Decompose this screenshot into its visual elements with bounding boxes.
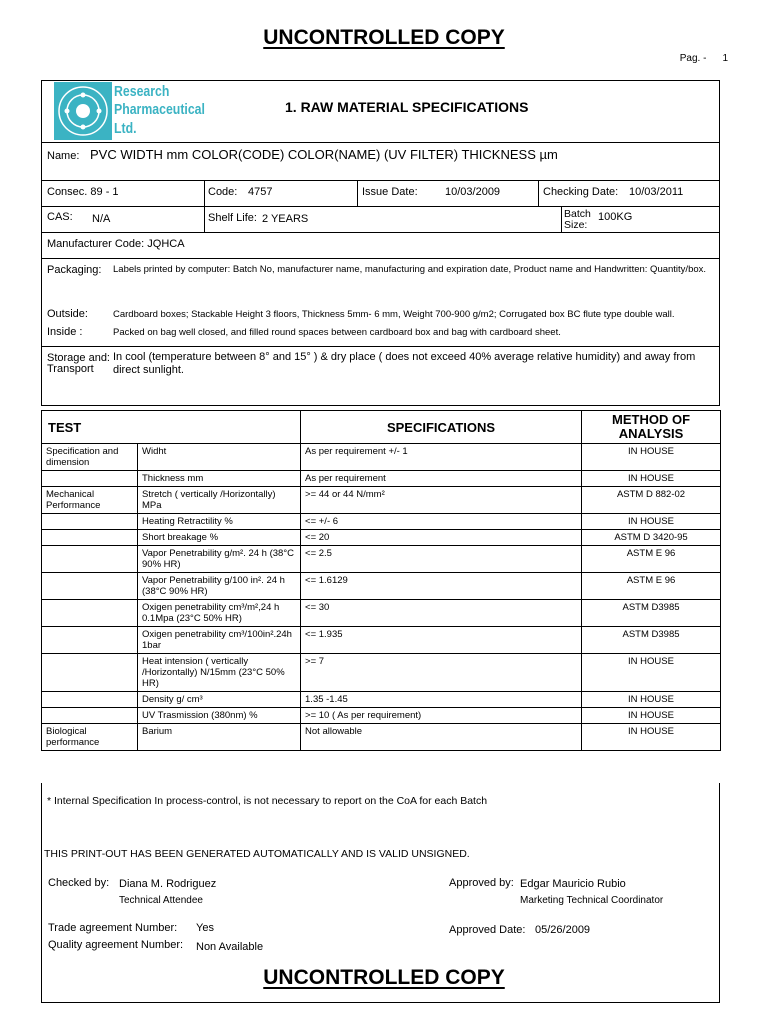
table-row bbox=[42, 654, 721, 692]
test-parameter-cell: Short breakage % bbox=[138, 530, 301, 546]
cas-value: N/A bbox=[92, 213, 111, 225]
specification-cell: >= 10 ( As per requirement) bbox=[301, 708, 582, 724]
specification-cell: <= 1.935 bbox=[301, 627, 582, 654]
checking-date-value: 10/03/2011 bbox=[629, 186, 684, 198]
divider bbox=[41, 180, 720, 181]
method-cell: IN HOUSE bbox=[582, 708, 721, 724]
table-row bbox=[42, 530, 721, 546]
packaging-text: Labels printed by computer: Batch No, manufacturer name, manufacturing and expiration date, Product name and Handwritten: Quantity/box. bbox=[113, 264, 707, 275]
method-cell: IN HOUSE bbox=[582, 654, 721, 692]
specifications-header: SPECIFICATIONS bbox=[301, 411, 582, 444]
approved-date-value: 05/26/2009 bbox=[535, 924, 591, 936]
page-number bbox=[680, 53, 728, 64]
cas-label: CAS: bbox=[47, 211, 73, 223]
packaging-label: Packaging: bbox=[47, 264, 102, 276]
method-cell: ASTM D3985 bbox=[582, 627, 721, 654]
table-row bbox=[42, 573, 721, 600]
test-parameter-cell: Widht bbox=[138, 444, 301, 471]
approved-date-label: Approved Date: bbox=[449, 924, 526, 936]
table-row bbox=[42, 514, 721, 530]
test-group-cell bbox=[42, 573, 138, 600]
quality-agreement-value: Non Available bbox=[196, 941, 264, 953]
test-parameter-cell: Density g/ cm³ bbox=[138, 692, 301, 708]
specification-cell: 1.35 -1.45 bbox=[301, 692, 582, 708]
quality-agreement-label: Quality agreement Number: bbox=[48, 939, 184, 951]
specification-cell: As per requirement bbox=[301, 471, 582, 487]
test-group-cell bbox=[42, 600, 138, 627]
method-header-line-2: ANALYSIS bbox=[618, 426, 684, 441]
specification-cell: <= 1.6129 bbox=[301, 573, 582, 600]
specification-cell: <= +/- 6 bbox=[301, 514, 582, 530]
test-parameter-cell: UV Trasmission (380nm) % bbox=[138, 708, 301, 724]
checking-date-label: Checking Date: bbox=[543, 186, 619, 198]
trade-agreement-value: Yes bbox=[196, 922, 214, 934]
document-title: 1. RAW MATERIAL SPECIFICATIONS bbox=[285, 99, 529, 115]
storage-label-2: Transport bbox=[47, 363, 94, 375]
divider bbox=[538, 180, 539, 206]
manufacturer-code: Manufacturer Code: JQHCA bbox=[47, 238, 185, 250]
table-row bbox=[42, 546, 721, 573]
shelf-life-label: Shelf Life: bbox=[208, 212, 257, 224]
method-cell: IN HOUSE bbox=[582, 444, 721, 471]
table-row bbox=[42, 487, 721, 514]
test-parameter-cell: Barium bbox=[138, 724, 301, 751]
method-cell: ASTM E 96 bbox=[582, 573, 721, 600]
test-parameter-cell: Heat intension ( vertically /Horizontally) N/15mm (23°C 50% HR) bbox=[138, 654, 301, 692]
divider bbox=[41, 232, 720, 233]
test-parameter-cell: Heating Retractility % bbox=[138, 514, 301, 530]
table-row bbox=[42, 444, 721, 471]
method-cell: ASTM D3985 bbox=[582, 600, 721, 627]
batch-size-label-1: Batch bbox=[564, 208, 591, 220]
divider bbox=[41, 206, 720, 207]
trade-agreement-label: Trade agreement Number: bbox=[48, 922, 178, 934]
issue-date-label: Issue Date: bbox=[362, 186, 418, 198]
page-number-value: 1 bbox=[722, 53, 728, 64]
divider bbox=[41, 258, 720, 259]
checked-by-label: Checked by: bbox=[48, 877, 110, 889]
method-cell: IN HOUSE bbox=[582, 724, 721, 751]
test-parameter-cell: Vapor Penetrability g/m². 24 h (38°C 90% HR) bbox=[138, 546, 301, 573]
test-group-cell bbox=[42, 546, 138, 573]
logo-text-3: Ltd. bbox=[114, 120, 137, 137]
outside-text: Cardboard boxes; Stackable Height 3 floors, Thickness 5mm- 6 mm, Weight 700-900 g/m2; Corrugated box BC flute type double wall. bbox=[113, 309, 675, 320]
inside-text: Packed on bag well closed, and filled round spaces between cardboard box and bag with cardboard sheet. bbox=[113, 327, 561, 338]
name-label: Name: bbox=[47, 150, 80, 162]
page-header-title: UNCONTROLLED COPY bbox=[263, 26, 505, 49]
test-group-cell bbox=[42, 471, 138, 487]
test-parameter-cell: Oxigen penetrability cm³/100in².24h 1bar bbox=[138, 627, 301, 654]
test-group-cell bbox=[42, 654, 138, 692]
test-parameter-cell: Stretch ( vertically /Horizontally) MPa bbox=[138, 487, 301, 514]
table-row bbox=[42, 627, 721, 654]
test-group-cell bbox=[42, 708, 138, 724]
code-label: Code: bbox=[208, 186, 238, 198]
batch-size-label-2: Size: bbox=[564, 219, 588, 231]
shelf-life-value: 2 YEARS bbox=[262, 213, 309, 225]
test-group-cell: Mechanical Performance bbox=[42, 487, 138, 514]
batch-size-value: 100KG bbox=[598, 211, 633, 223]
approved-by-name: Edgar Mauricio Rubio bbox=[520, 878, 626, 890]
material-name: PVC WIDTH mm COLOR(CODE) COLOR(NAME) (UV FILTER) THICKNESS µm bbox=[90, 147, 558, 162]
table-row bbox=[42, 471, 721, 487]
checked-by-name: Diana M. Rodriguez bbox=[119, 878, 217, 890]
table-header-row bbox=[42, 411, 721, 444]
test-table bbox=[41, 410, 721, 751]
method-header-line-1: METHOD OF bbox=[612, 412, 691, 427]
divider bbox=[561, 206, 562, 232]
specification-cell: <= 30 bbox=[301, 600, 582, 627]
specification-cell: >= 44 or 44 N/mm² bbox=[301, 487, 582, 514]
test-group-cell bbox=[42, 530, 138, 546]
test-group-cell bbox=[42, 692, 138, 708]
method-cell: IN HOUSE bbox=[582, 514, 721, 530]
logo-text-1: Research bbox=[114, 83, 170, 100]
test-parameter-cell: Vapor Penetrability g/100 in². 24 h (38°C 90% HR) bbox=[138, 573, 301, 600]
specification-cell: Not allowable bbox=[301, 724, 582, 751]
inside-label: Inside : bbox=[47, 326, 83, 338]
company-logo bbox=[54, 82, 204, 140]
checked-by-role: Technical Attendee bbox=[119, 895, 203, 906]
issue-date-value: 10/03/2009 bbox=[445, 186, 501, 198]
approved-by-label: Approved by: bbox=[449, 877, 514, 889]
printout-notice: THIS PRINT-OUT HAS BEEN GENERATED AUTOMATICALLY AND IS VALID UNSIGNED. bbox=[44, 848, 470, 860]
test-group-cell bbox=[42, 627, 138, 654]
table-row bbox=[42, 692, 721, 708]
test-parameter-cell: Oxigen penetrability cm³/m²,24 h 0.1Mpa (23°C 50% HR) bbox=[138, 600, 301, 627]
specification-cell: <= 20 bbox=[301, 530, 582, 546]
table-row bbox=[42, 724, 721, 751]
page-label: Pag. - bbox=[679, 53, 707, 64]
divider bbox=[204, 180, 205, 232]
table-row bbox=[42, 600, 721, 627]
method-header bbox=[582, 411, 721, 444]
divider bbox=[41, 142, 720, 143]
consec-number: Consec. 89 - 1 bbox=[47, 186, 119, 198]
divider bbox=[41, 346, 720, 347]
specification-cell: As per requirement +/- 1 bbox=[301, 444, 582, 471]
logo-text-2: Pharmaceutical bbox=[114, 101, 205, 118]
method-cell: IN HOUSE bbox=[582, 471, 721, 487]
approved-by-role: Marketing Technical Coordinator bbox=[520, 895, 664, 906]
test-group-cell: Specification and dimension bbox=[42, 444, 138, 471]
outside-label: Outside: bbox=[47, 308, 88, 320]
method-cell: ASTM D 882-02 bbox=[582, 487, 721, 514]
specification-cell: <= 2.5 bbox=[301, 546, 582, 573]
internal-spec-note: * Internal Specification In process-control, is not necessary to report on the CoA for each Batch bbox=[47, 795, 488, 807]
table-row bbox=[42, 708, 721, 724]
method-cell: ASTM E 96 bbox=[582, 546, 721, 573]
test-group-cell: Biological performance bbox=[42, 724, 138, 751]
page-footer-title: UNCONTROLLED COPY bbox=[263, 966, 505, 989]
method-cell: IN HOUSE bbox=[582, 692, 721, 708]
storage-label-1: Storage and: bbox=[47, 352, 110, 364]
test-header: TEST bbox=[42, 411, 301, 444]
storage-text-1: In cool (temperature between 8° and 15° ) & dry place ( does not exceed 40% average relative humidity) and away from bbox=[113, 351, 696, 363]
divider bbox=[357, 180, 358, 206]
storage-text-2: direct sunlight. bbox=[113, 364, 184, 376]
specification-cell: >= 7 bbox=[301, 654, 582, 692]
method-cell: ASTM D 3420-95 bbox=[582, 530, 721, 546]
code-value: 4757 bbox=[248, 186, 273, 198]
test-group-cell bbox=[42, 514, 138, 530]
logo-emblem-icon bbox=[54, 82, 112, 140]
test-parameter-cell: Thickness mm bbox=[138, 471, 301, 487]
